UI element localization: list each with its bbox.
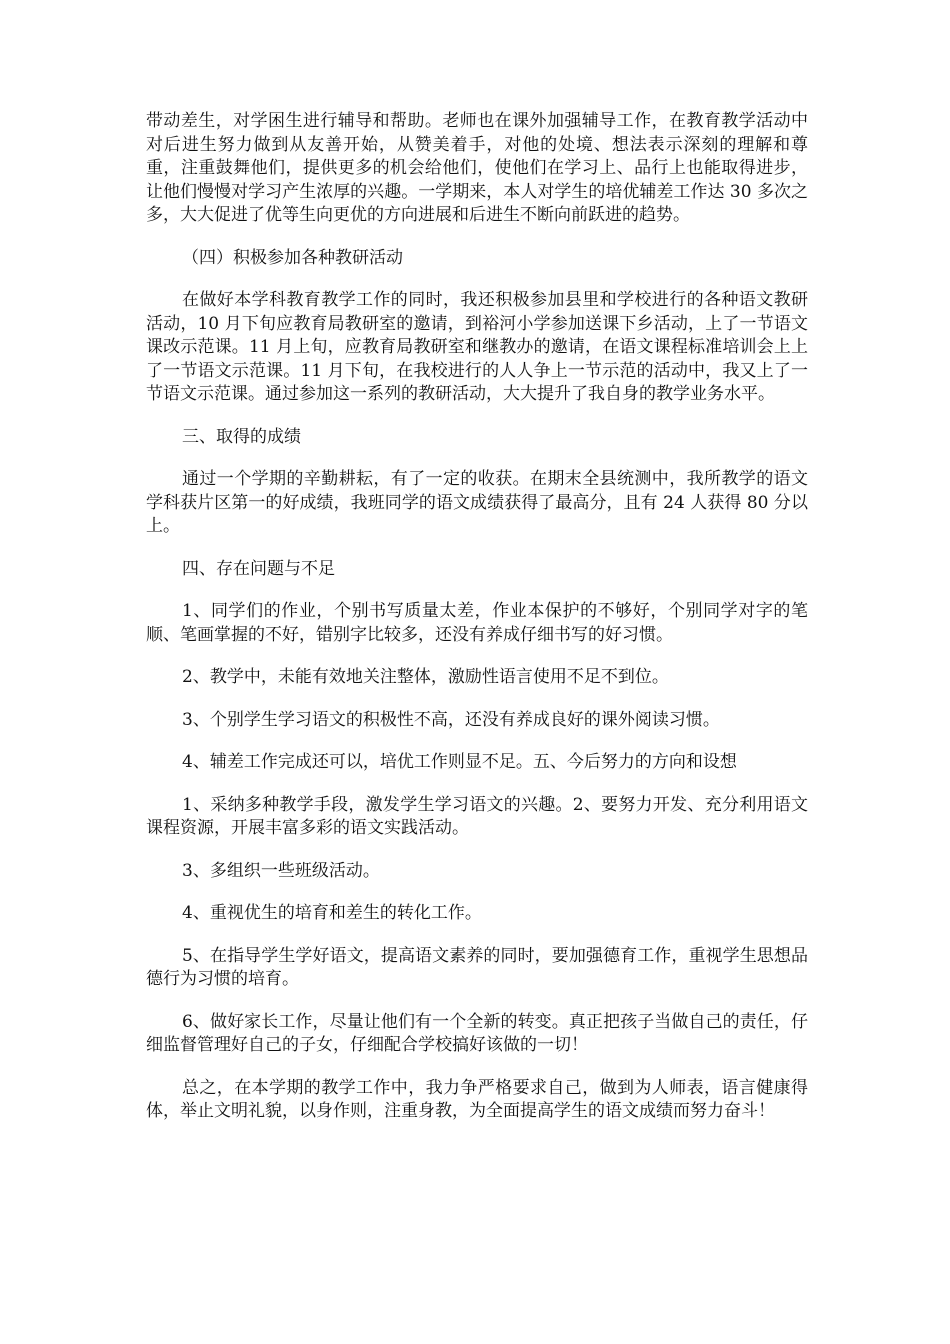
paragraph-tutoring: 带动差生，对学困生进行辅导和帮助。老师也在课外加强辅导工作，在教育教学活动中对后进生努力做到从友善开始，从赞美着手，对他的处境、想法表示深刻的理解和尊重，注重鼓舞他们，提供更多的机会给他们，使他们在学习上、品行上也能取得进步，让他们慢慢对学习产生浓厚的兴趣。一学期来，本人对学生的培优辅差工作达 30 多次之多，大大促进了优等生向更优的方向进展和后进生不断向前跃进的趋势。	[146, 111, 808, 225]
list-item-plan-6: 6、做好家长工作，尽量让他们有一个全新的转变。真正把孩子当做自己的责任，仔细监督管理好自己的子女，仔细配合学校搞好该做的一切！	[146, 1011, 808, 1055]
heading-problems: 四、存在问题与不足	[182, 558, 335, 579]
list-item-plan-4: 4、重视优生的培育和差生的转化工作。	[182, 903, 482, 923]
paragraph-conclusion: 总之，在本学期的教学工作中，我力争严格要求自己，做到为人师表，语言健康得体，举止文明礼貌，以身作则，注重身教，为全面提高学生的语文成绩而努力奋斗！	[146, 1077, 808, 1121]
document-body	[146, 110, 808, 1143]
list-item-problem-2: 2、教学中，未能有效地关注整体，激励性语言使用不足不到位。	[182, 667, 669, 687]
list-item-plan-5: 5、在指导学生学好语文，提高语文素养的同时，要加强德育工作，重视学生思想品德行为习惯的培育。	[146, 945, 808, 989]
heading-achievements: 三、取得的成绩	[182, 426, 301, 447]
heading-research-activities: （四）积极参加各种教研活动	[182, 247, 403, 268]
list-item-plan-1-2: 1、采纳多种教学手段，激发学生学习语文的兴趣。2、要努力开发、充分利用语文课程资源，开展丰富多彩的语文实践活动。	[146, 794, 808, 838]
list-item-problem-1: 1、同学们的作业，个别书写质量太差，作业本保护的不够好，个别同学对字的笔顺、笔画掌握的不好，错别字比较多，还没有养成仔细书写的好习惯。	[146, 601, 808, 645]
list-item-problem-4: 4、辅差工作完成还可以，培优工作则显不足。五、今后努力的方向和设想	[182, 752, 737, 772]
list-item-plan-3: 3、多组织一些班级活动。	[182, 860, 380, 881]
paragraph-research-activities: 在做好本学科教育教学工作的同时，我还积极参加县里和学校进行的各种语文教研活动，10 月下旬应教育局教研室的邀请，到裕河小学参加送课下乡活动，上了一节语文课改示范课。11 月上旬，应教育局教研室和继教办的邀请，在语文课程标准培训会上上了一节语文示范课。11 月下旬，在我校进行的人人争上一节示范的活动中，我又上了一节语文示范课。通过参加这一系列的教研活动，大大提升了我自身的教学业务水平。	[146, 290, 808, 404]
list-item-problem-3: 3、个别学生学习语文的积极性不高，还没有养成良好的课外阅读习惯。	[182, 709, 720, 730]
paragraph-achievements: 通过一个学期的辛勤耕耘，有了一定的收获。在期末全县统测中，我所教学的语文学科获片区第一的好成绩，我班同学的语文成绩获得了最高分，且有 24 人获得 80 分以上。	[146, 469, 808, 536]
